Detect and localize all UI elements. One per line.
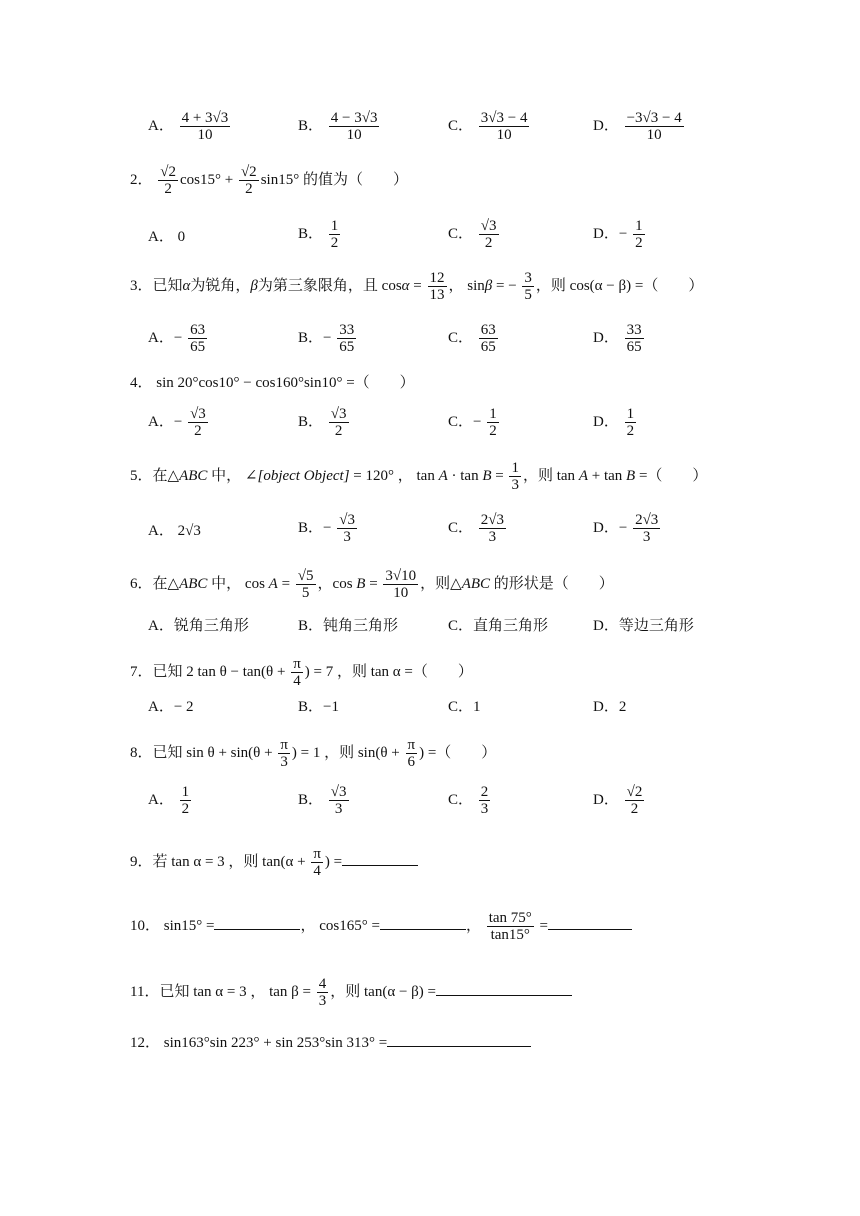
q1-option-b — [298, 110, 381, 143]
q8-option-b — [298, 784, 351, 817]
denominator: 3 — [480, 801, 489, 817]
variable: α — [401, 277, 410, 294]
option-value: 直角三角形 — [473, 618, 549, 634]
question-text: = − — [492, 277, 517, 294]
question-5 — [130, 460, 707, 493]
fraction — [487, 910, 534, 943]
q7-option-c — [448, 698, 481, 716]
option-label: A． — [148, 523, 174, 539]
variable: ABC — [461, 575, 491, 592]
question-2 — [130, 164, 408, 197]
option-value: 2 — [618, 699, 627, 715]
fraction — [625, 406, 637, 439]
denominator: 3 — [343, 529, 351, 545]
denominator: 5 — [524, 287, 532, 303]
fraction — [317, 976, 329, 1009]
denominator: 13 — [429, 287, 445, 303]
fraction — [479, 322, 498, 355]
option-label: A． — [148, 699, 174, 715]
numerator: π — [280, 737, 288, 753]
option-label: C． — [448, 699, 474, 715]
fraction — [180, 784, 192, 817]
numerator: √3 — [480, 218, 497, 234]
numerator: π — [293, 656, 301, 672]
answer-blank[interactable] — [214, 915, 300, 930]
option-label: B． — [298, 699, 324, 715]
numerator: √3 — [330, 406, 347, 422]
q5-option-d — [593, 512, 662, 545]
question-number: 6． — [130, 575, 153, 592]
numerator: 3√10 — [385, 568, 417, 584]
fraction — [311, 846, 323, 879]
fraction — [383, 568, 418, 601]
question-8 — [130, 737, 496, 770]
question-3 — [130, 270, 703, 303]
numerator: 4 + 3√3 — [181, 110, 229, 126]
option-label: C． — [448, 117, 474, 134]
question-text: ，cos — [317, 575, 357, 592]
numerator: 3 — [524, 270, 532, 286]
q8-option-a — [148, 784, 193, 817]
denominator: 2 — [489, 423, 497, 439]
question-text: 已知 sin θ + sin(θ + — [152, 744, 273, 761]
answer-blank[interactable] — [548, 915, 632, 930]
denominator: 4 — [313, 863, 321, 879]
question-number: 5． — [130, 467, 153, 484]
denominator: 5 — [301, 585, 310, 601]
denominator: tan15° — [490, 927, 530, 943]
option-value: 钝角三角形 — [323, 618, 399, 634]
q8-option-c — [448, 784, 492, 817]
minus-sign: − — [323, 519, 332, 536]
option-label: C． — [448, 618, 474, 634]
question-text: 中， ∠ — [207, 467, 258, 484]
q3-option-a — [148, 322, 209, 355]
variable: B — [356, 575, 366, 592]
variable: B — [482, 467, 492, 484]
fraction — [337, 322, 356, 355]
denominator: 3 — [280, 754, 288, 770]
numerator: 4 − 3√3 — [330, 110, 378, 126]
denominator: 4 — [293, 673, 301, 689]
option-label: B． — [298, 519, 324, 536]
question-text: ， sin — [448, 277, 485, 294]
fraction — [158, 164, 178, 197]
option-value: 等边三角形 — [618, 618, 694, 634]
option-value: 2√3 — [177, 523, 201, 539]
question-11 — [130, 976, 572, 1009]
option-label: D． — [593, 225, 619, 242]
q5-option-a — [148, 522, 201, 540]
q3-option-c — [448, 322, 500, 355]
option-label: B． — [298, 413, 324, 430]
question-text: 的形状是（ ） — [490, 575, 614, 592]
variable: A — [578, 467, 588, 484]
numerator: √5 — [297, 568, 314, 584]
fraction — [479, 218, 499, 251]
question-text: 在△ — [152, 467, 180, 484]
variable: [object Object] — [257, 467, 350, 484]
option-label: C． — [448, 225, 474, 242]
denominator: 2 — [164, 181, 172, 197]
q2-option-c — [448, 218, 501, 251]
q6-option-b — [298, 617, 398, 635]
option-label: A． — [148, 618, 174, 634]
fraction — [479, 110, 530, 143]
numerator: 1 — [330, 218, 339, 234]
option-label: A． — [148, 413, 174, 430]
question-text: ) = 1 ，则 sin(θ + — [291, 744, 400, 761]
question-7 — [130, 656, 473, 689]
question-text: sin 20°cos10° − cos160°sin10° =（ ） — [156, 375, 415, 391]
answer-blank[interactable] — [342, 851, 418, 866]
denominator: 2 — [484, 235, 493, 251]
fraction — [428, 270, 447, 303]
denominator: 10 — [496, 127, 512, 143]
option-label: C． — [448, 791, 474, 808]
q5-option-b — [298, 512, 359, 545]
fraction — [487, 406, 499, 439]
answer-blank[interactable] — [387, 1032, 531, 1047]
denominator: 2 — [630, 801, 639, 817]
q6-option-d — [593, 617, 694, 635]
numerator: tan 75° — [488, 910, 532, 926]
denominator: 65 — [190, 339, 206, 355]
q8-option-d — [593, 784, 646, 817]
question-text: = — [535, 917, 549, 934]
numerator: 2 — [480, 784, 489, 800]
question-text: ， cos165° = — [300, 917, 380, 934]
numerator: 1 — [626, 406, 635, 422]
fraction — [188, 322, 207, 355]
denominator: 2 — [626, 423, 635, 439]
fraction — [329, 110, 380, 143]
option-label: D． — [593, 413, 619, 430]
denominator: 10 — [346, 127, 362, 143]
denominator: 3 — [642, 529, 651, 545]
fraction — [625, 322, 644, 355]
q5-option-c — [448, 512, 508, 545]
option-label: A． — [148, 117, 174, 134]
question-text: ) =（ ） — [419, 744, 497, 761]
fraction — [625, 784, 645, 817]
question-text: = 120° ， tan — [349, 467, 439, 484]
denominator: 65 — [339, 339, 355, 355]
denominator: 2 — [194, 423, 202, 439]
fraction — [479, 784, 491, 817]
variable: A — [268, 575, 278, 592]
denominator: 2 — [330, 235, 339, 251]
fraction — [278, 737, 290, 770]
fraction — [329, 218, 341, 251]
question-number: 10． — [130, 917, 161, 934]
fraction — [625, 110, 684, 143]
denominator: 65 — [480, 339, 496, 355]
question-text: sin15° 的值为（ ） — [260, 171, 408, 188]
fraction — [633, 512, 660, 545]
fraction — [522, 270, 534, 303]
numerator: √3 — [330, 784, 347, 800]
question-text: ，则 tan — [522, 467, 579, 484]
question-text: =（ ） — [635, 467, 708, 484]
numerator: 63 — [480, 322, 496, 338]
question-text: ) = — [324, 853, 343, 870]
question-text: = — [277, 575, 291, 592]
question-number: 11． — [130, 983, 160, 1000]
question-number: 12． — [130, 1035, 161, 1051]
numerator: 1 — [181, 784, 190, 800]
question-text: ， — [465, 917, 481, 934]
option-value: 1 — [473, 699, 481, 715]
q2-option-a — [148, 228, 185, 246]
variable: β — [250, 277, 258, 294]
q7-option-b — [298, 698, 339, 716]
q3-option-d — [593, 322, 646, 355]
denominator: 3 — [488, 529, 497, 545]
option-value: 0 — [177, 229, 186, 245]
question-text: + tan — [587, 467, 627, 484]
numerator: 1 — [489, 406, 497, 422]
q4-option-c — [448, 406, 501, 439]
question-number: 2． — [130, 171, 153, 188]
option-label: D． — [593, 791, 619, 808]
question-6 — [130, 568, 614, 601]
question-9 — [130, 846, 418, 879]
fraction — [329, 406, 349, 439]
question-text: 已知 — [152, 277, 183, 294]
question-text: = — [409, 277, 422, 294]
minus-sign: − — [618, 519, 628, 536]
variable: β — [484, 277, 493, 294]
denominator: 10 — [393, 585, 409, 601]
question-text: sin15° = — [163, 917, 215, 934]
q3-option-b — [298, 322, 358, 355]
question-text: = — [491, 467, 504, 484]
fraction — [291, 656, 303, 689]
question-text: ，则 tan(α − β) = — [330, 983, 436, 1000]
q1-option-d — [593, 110, 686, 143]
question-text: 为第三象限角，且 cos — [257, 277, 402, 294]
numerator: √2 — [626, 784, 643, 800]
question-10 — [130, 910, 632, 943]
numerator: 2√3 — [480, 512, 504, 528]
numerator: 33 — [339, 322, 355, 338]
option-value: − 2 — [173, 699, 194, 715]
option-label: B． — [298, 618, 324, 634]
denominator: 2 — [181, 801, 190, 817]
fraction — [239, 164, 259, 197]
option-value: −1 — [323, 699, 339, 715]
question-text: ，则△ — [420, 575, 462, 592]
numerator: 3√3 − 4 — [480, 110, 528, 126]
q7-option-a — [148, 698, 194, 716]
fraction — [337, 512, 357, 545]
numerator: 12 — [429, 270, 445, 286]
numerator: 4 — [318, 976, 327, 992]
minus-sign: − — [173, 329, 183, 346]
denominator: 2 — [635, 235, 643, 251]
option-label: B． — [298, 117, 324, 134]
question-text: cos15° + — [180, 171, 234, 188]
question-number: 3． — [130, 277, 153, 294]
variable: ABC — [179, 467, 208, 484]
option-label: A． — [148, 791, 174, 808]
option-label: D． — [593, 618, 619, 634]
q6-option-c — [448, 617, 548, 635]
numerator: √2 — [240, 164, 257, 180]
fraction — [180, 110, 231, 143]
question-text: ) = 7 ，则 tan α =（ ） — [304, 663, 473, 680]
question-text: · tan — [447, 467, 483, 484]
question-text: 在△ — [152, 575, 180, 592]
question-text: 若 tan α = 3 ，则 tan(α + — [152, 853, 306, 870]
question-number: 9． — [130, 853, 153, 870]
numerator: π — [313, 846, 321, 862]
question-number: 4． — [130, 375, 153, 391]
numerator: π — [407, 737, 416, 753]
q4-option-b — [298, 406, 351, 439]
numerator: 2√3 — [635, 512, 659, 528]
option-label: A． — [148, 229, 174, 245]
option-label: D． — [593, 329, 619, 346]
fraction — [329, 784, 349, 817]
q4-option-d — [593, 406, 638, 439]
question-text: = — [365, 575, 378, 592]
q2-option-b — [298, 218, 342, 251]
question-number: 8． — [130, 744, 153, 761]
denominator: 10 — [197, 127, 213, 143]
question-text: 中， cos — [207, 575, 269, 592]
variable: B — [626, 467, 636, 484]
fraction — [188, 406, 208, 439]
option-label: C． — [448, 329, 474, 346]
fraction — [479, 512, 506, 545]
q6-option-a — [148, 617, 249, 635]
question-text: 已知 tan α = 3 ， tan β = — [159, 983, 312, 1000]
q1-option-a — [148, 110, 232, 143]
denominator: 10 — [646, 127, 662, 143]
numerator: √3 — [339, 512, 355, 528]
denominator: 3 — [511, 477, 519, 493]
numerator: −3√3 − 4 — [626, 110, 682, 126]
fraction — [296, 568, 316, 601]
variable: A — [438, 467, 448, 484]
minus-sign: − — [473, 413, 482, 430]
fraction — [633, 218, 645, 251]
question-12 — [130, 1032, 531, 1052]
denominator: 3 — [318, 993, 327, 1009]
option-label: D． — [593, 519, 619, 536]
numerator: 1 — [511, 460, 519, 476]
option-label: A． — [148, 329, 174, 346]
denominator: 2 — [334, 423, 343, 439]
q1-option-c — [448, 110, 531, 143]
option-value: 锐角三角形 — [173, 618, 249, 634]
variable: ABC — [179, 575, 208, 592]
denominator: 65 — [626, 339, 642, 355]
option-label: D． — [593, 699, 619, 715]
question-number: 7． — [130, 663, 153, 680]
numerator: 33 — [626, 322, 642, 338]
question-4 — [130, 374, 415, 392]
question-text: ，则 cos(α − β) =（ ） — [535, 277, 704, 294]
numerator: 63 — [190, 322, 206, 338]
q7-option-d — [593, 698, 626, 716]
minus-sign: − — [173, 413, 183, 430]
minus-sign: − — [618, 225, 628, 242]
minus-sign: − — [323, 329, 332, 346]
option-label: D． — [593, 117, 619, 134]
numerator: √2 — [160, 164, 176, 180]
answer-blank[interactable] — [380, 915, 466, 930]
question-text: 为锐角， — [190, 277, 251, 294]
numerator: 1 — [635, 218, 643, 234]
option-label: B． — [298, 225, 324, 242]
q4-option-a — [148, 406, 210, 439]
variable: α — [182, 277, 191, 294]
fraction — [406, 737, 418, 770]
question-text: sin163°sin 223° + sin 253°sin 313° = — [163, 1035, 388, 1051]
option-label: C． — [448, 519, 474, 536]
fraction — [509, 460, 521, 493]
option-label: C． — [448, 413, 474, 430]
denominator: 6 — [407, 754, 416, 770]
numerator: √3 — [190, 406, 206, 422]
q2-option-d — [593, 218, 647, 251]
denominator: 3 — [334, 801, 343, 817]
option-label: B． — [298, 329, 324, 346]
option-label: B． — [298, 791, 324, 808]
question-text: 已知 2 tan θ − tan(θ + — [152, 663, 286, 680]
answer-blank[interactable] — [436, 981, 572, 996]
denominator: 2 — [245, 181, 253, 197]
